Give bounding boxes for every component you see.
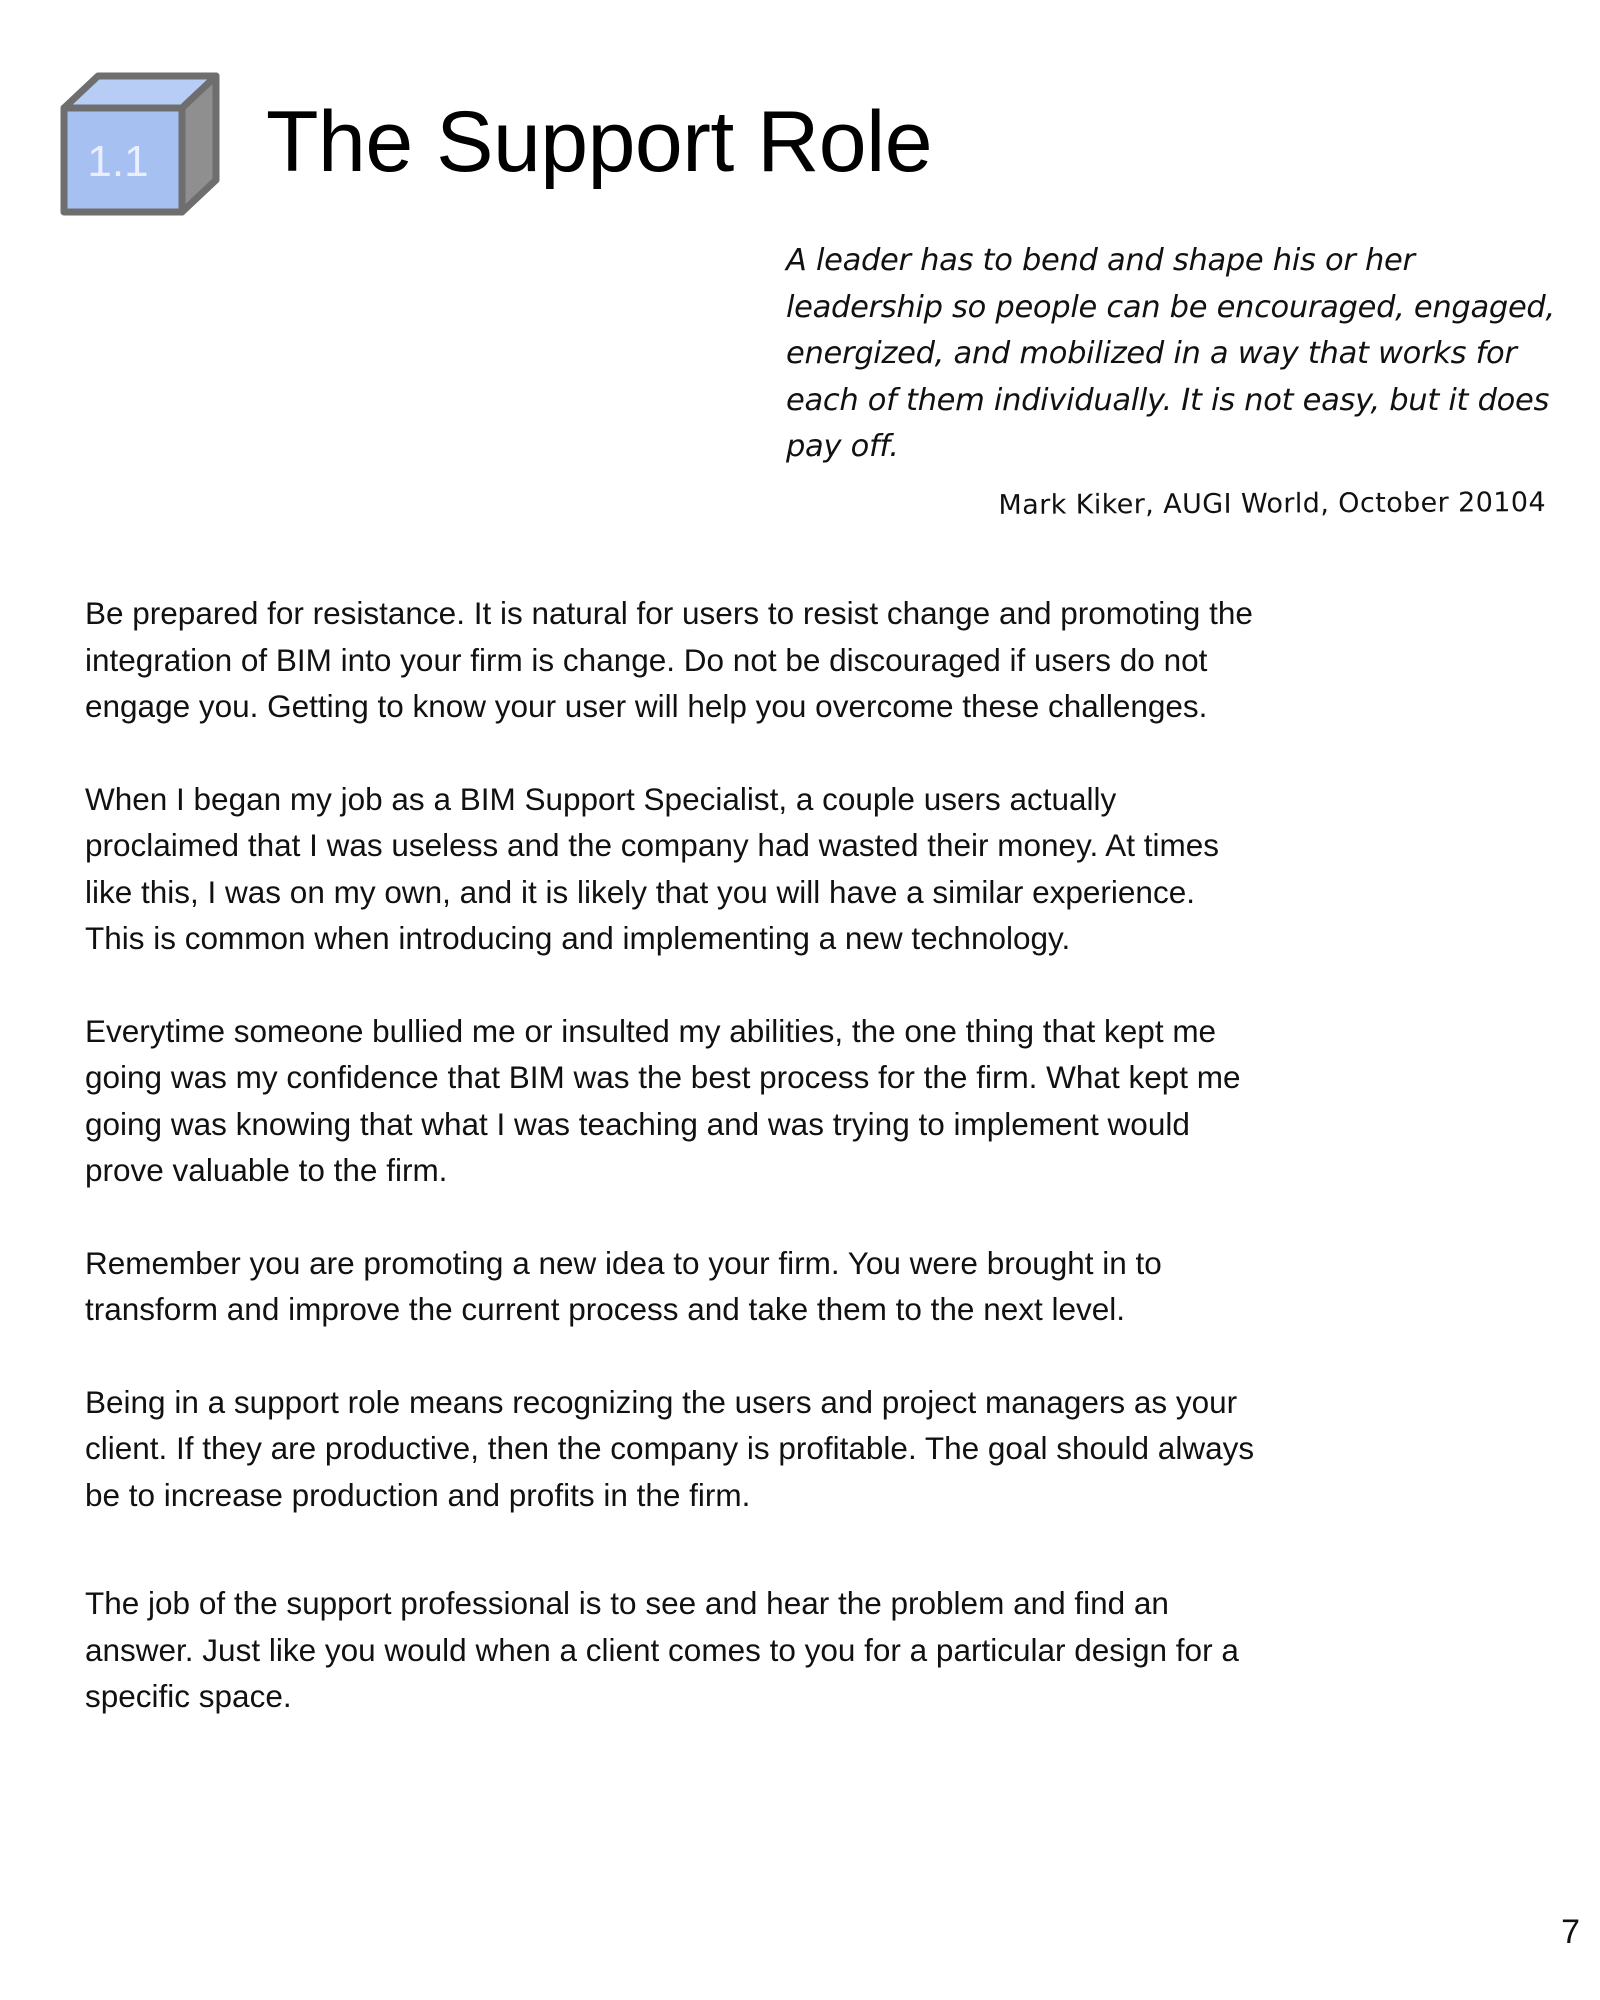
- section-number: 1.1: [87, 137, 149, 186]
- paragraph: Being in a support role means recognizing the users and project managers as your client. If they are productive, then the company is profitable. The goal should always be to increase production and profits in the firm.: [85, 1383, 1255, 1513]
- section-number-cube-icon: [60, 72, 222, 218]
- epigraph: [786, 238, 1556, 525]
- page-number: 7: [1561, 1913, 1580, 1951]
- body-text: [85, 590, 1385, 1766]
- paragraph: The job of the support professional is to see and hear the problem and find an answer. Just like you would when a client comes to you for a particular design for a specific space.: [85, 1585, 1239, 1714]
- paragraph: Everytime someone bullied me or insulted my abilities, the one thing that kept me going was my confidence that BIM was the best process for the firm. What kept me going was knowing that what I was teaching and was trying to implement would prove valuable to the firm.: [85, 1012, 1241, 1188]
- epigraph-attribution: Mark Kiker, AUGI World, October 20104: [998, 486, 1547, 521]
- paragraph: When I began my job as a BIM Support Specialist, a couple users actually proclaimed that I was useless and the company had wasted their money. At times like this, I was on my own, and it is likely that you will have a similar experience. This is common when introducing and implementing a new technology.: [85, 780, 1219, 956]
- paragraph: Be prepared for resistance. It is natural for users to resist change and promoting the integration of BIM into your firm is change. Do not be discouraged if users do not engage you. Getting to know your user will help you overcome these challenges.: [85, 595, 1253, 724]
- epigraph-quote: A leader has to bend and shape his or her leadership so people can be encouraged, engaged, energized, and mobilized in a way that works for each of them individually. It is not easy, but it does pay off.: [786, 243, 1555, 464]
- cube-icon: [60, 72, 222, 218]
- page-title: The Support Role: [266, 94, 933, 190]
- paragraph: Remember you are promoting a new idea to your firm. You were brought in to transform and improve the current process and take them to the next level.: [85, 1244, 1162, 1327]
